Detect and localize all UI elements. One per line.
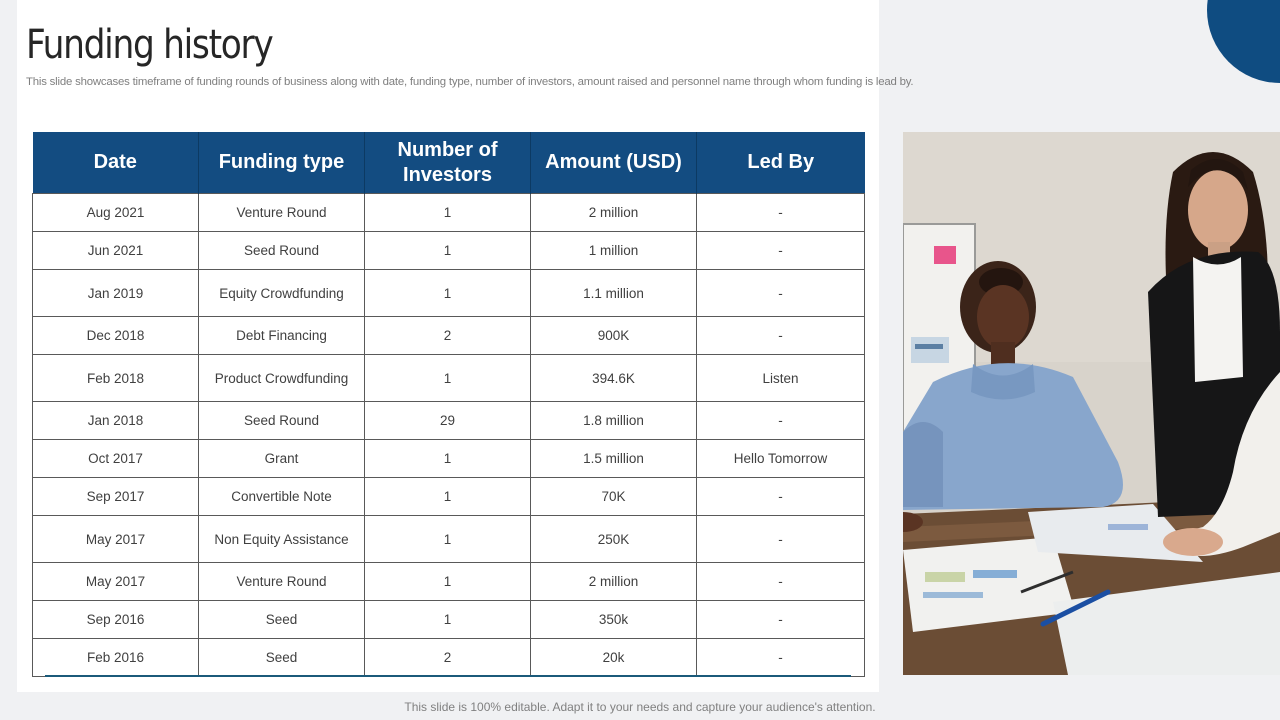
cell-amount: 1 million [531,232,697,270]
cell-funding-type: Grant [199,440,365,478]
table-row [33,402,865,440]
cell-investors: 1 [365,270,531,317]
cell-date: Jan 2018 [33,402,199,440]
cell-investors: 1 [365,355,531,402]
cell-investors: 2 [365,639,531,677]
cell-investors: 1 [365,516,531,563]
cell-investors: 1 [365,563,531,601]
cell-investors: 2 [365,317,531,355]
cell-amount: 70K [531,478,697,516]
table-row [33,270,865,317]
funding-table [32,132,865,677]
cell-date: Jun 2021 [33,232,199,270]
table-row [33,601,865,639]
cell-investors: 1 [365,194,531,232]
cell-investors: 1 [365,478,531,516]
cell-date: Jan 2019 [33,270,199,317]
table-row [33,478,865,516]
table-row [33,440,865,478]
cell-led-by: - [697,232,865,270]
table-row [33,194,865,232]
table-row [33,563,865,601]
table-row [33,516,865,563]
header-amount: Amount (USD) [531,132,697,194]
cell-led-by: Hello Tomorrow [697,440,865,478]
table-row [33,639,865,677]
cell-led-by: - [697,317,865,355]
cell-amount: 20k [531,639,697,677]
cell-led-by: - [697,270,865,317]
cell-funding-type: Product Crowdfunding [199,355,365,402]
cell-amount: 350k [531,601,697,639]
slide-subtitle: This slide showcases timeframe of funding rounds of business along with date, funding type, number of investors, amount raised and personnel name through whom funding is lead by. [26,76,914,88]
cell-led-by: - [697,516,865,563]
slide-title: Funding history [26,22,273,68]
cell-funding-type: Non Equity Assistance [199,516,365,563]
table-row [33,355,865,402]
cell-amount: 394.6K [531,355,697,402]
cell-led-by: - [697,194,865,232]
cell-investors: 29 [365,402,531,440]
cell-led-by: - [697,639,865,677]
cell-funding-type: Venture Round [199,194,365,232]
cell-date: May 2017 [33,516,199,563]
header-date: Date [33,132,199,194]
cell-amount: 2 million [531,194,697,232]
cell-led-by: - [697,402,865,440]
team-meeting-photo [903,132,1280,675]
cell-amount: 1.5 million [531,440,697,478]
cell-funding-type: Seed [199,601,365,639]
cell-date: Sep 2017 [33,478,199,516]
cell-date: May 2017 [33,563,199,601]
decorative-circle [1207,0,1280,83]
cell-date: Feb 2018 [33,355,199,402]
cell-date: Sep 2016 [33,601,199,639]
cell-investors: 1 [365,440,531,478]
cell-led-by: Listen [697,355,865,402]
cell-amount: 900K [531,317,697,355]
cell-amount: 2 million [531,563,697,601]
header-number-of-investors: Number of Investors [365,132,531,194]
cell-date: Oct 2017 [33,440,199,478]
header-funding-type: Funding type [199,132,365,194]
cell-funding-type: Seed [199,639,365,677]
slide-footer: This slide is 100% editable. Adapt it to your needs and capture your audience's attention. [404,700,876,714]
cell-date: Dec 2018 [33,317,199,355]
cell-amount: 1.8 million [531,402,697,440]
cell-investors: 1 [365,232,531,270]
cell-funding-type: Convertible Note [199,478,365,516]
header-led-by: Led By [697,132,865,194]
cell-led-by: - [697,601,865,639]
cell-funding-type: Seed Round [199,232,365,270]
cell-amount: 250K [531,516,697,563]
cell-funding-type: Seed Round [199,402,365,440]
cell-funding-type: Venture Round [199,563,365,601]
table-row [33,317,865,355]
cell-amount: 1.1 million [531,270,697,317]
cell-investors: 1 [365,601,531,639]
cell-funding-type: Equity Crowdfunding [199,270,365,317]
cell-led-by: - [697,563,865,601]
cell-date: Feb 2016 [33,639,199,677]
table-row [33,232,865,270]
cell-led-by: - [697,478,865,516]
table-header-row [33,132,865,194]
cell-date: Aug 2021 [33,194,199,232]
table-bottom-accent-line [45,675,851,677]
cell-funding-type: Debt Financing [199,317,365,355]
